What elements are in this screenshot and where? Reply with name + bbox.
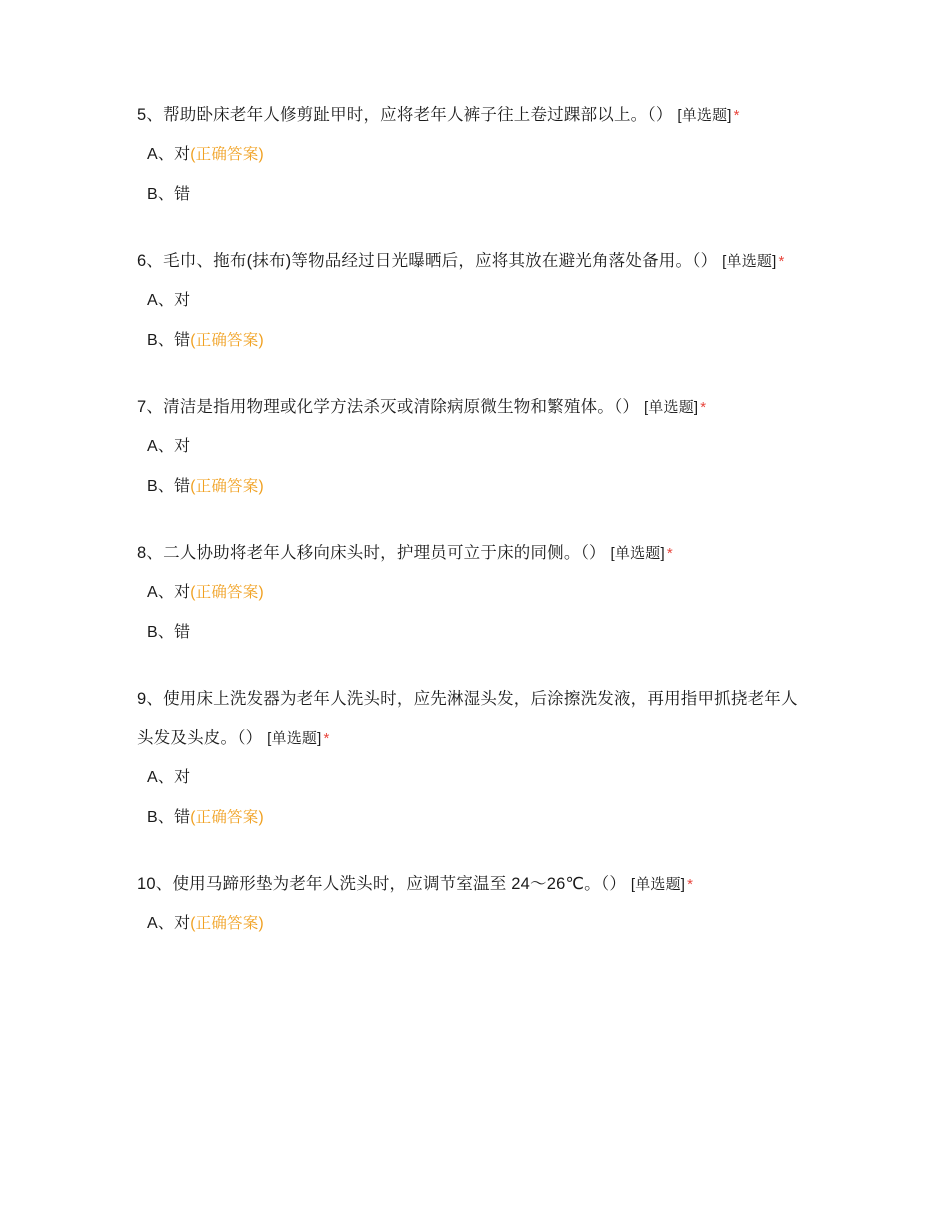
question-stem [137,388,813,427]
question-number: 6、 [137,252,164,270]
correct-answer-tag: (正确答案) [190,584,264,601]
question-text: 清洁是指用物理或化学方法杀灭或清除病原微生物和繁殖体。（） [163,398,640,416]
required-marker: * [666,545,673,562]
correct-answer-tag: (正确答案) [190,478,264,495]
question-text: 帮助卧床老年人修剪趾甲时，应将老年人裤子往上卷过踝部以上。（） [163,106,673,124]
question-stem [137,534,813,573]
option-label: B、错 [147,478,191,495]
question-type-tag: [单选题] [677,107,732,124]
option-a[interactable] [137,135,813,175]
question-text: 二人协助将老年人移向床头时，护理员可立于床的同侧。（） [163,544,606,562]
option-label: A、对 [147,146,191,163]
correct-answer-tag: (正确答案) [190,809,264,826]
option-b[interactable] [137,613,813,653]
question-block [137,96,813,215]
question-text: 使用床上洗发器为老年人洗头时，应先淋湿头发，后涂擦洗发液，再用指甲抓挠老年人 头发及头皮。（） [137,690,798,747]
correct-answer-tag: (正确答案) [190,146,264,163]
option-a[interactable] [137,281,813,321]
question-type-tag: [单选题] [643,399,699,416]
required-marker: * [733,107,740,124]
question-text: 毛巾、拖布(抹布)等物品经过日光曝晒后，应将其放在避光角落处备用。（） [163,252,718,270]
option-b[interactable] [137,175,813,215]
question-stem [137,680,813,758]
question-stem [137,96,813,135]
question-type-tag: [单选题] [610,545,665,562]
question-number: 9、 [137,690,164,708]
question-type-tag: [单选题] [630,876,686,893]
option-a[interactable] [137,573,813,613]
option-a[interactable] [137,427,813,467]
option-label: A、对 [147,292,191,309]
option-b[interactable] [137,321,813,361]
option-label: A、对 [147,915,191,932]
option-label: B、错 [147,809,191,826]
question-block [137,534,813,653]
required-marker: * [700,399,707,416]
question-block [137,865,813,944]
question-block [137,680,813,838]
question-type-tag: [单选题] [267,730,322,747]
option-a[interactable] [137,758,813,798]
correct-answer-tag: (正确答案) [190,915,264,932]
option-a[interactable] [137,904,813,944]
question-number: 7、 [137,398,164,416]
option-label: A、对 [147,769,191,786]
option-label: B、错 [147,332,191,349]
correct-answer-tag: (正确答案) [190,332,264,349]
question-number: 10、 [137,875,173,893]
question-block [137,242,813,361]
question-stem [137,242,813,281]
option-label: A、对 [147,584,191,601]
question-stem [137,865,813,904]
question-block [137,388,813,507]
option-label: A、对 [147,438,191,455]
required-marker: * [687,876,694,893]
option-label: B、错 [147,186,191,203]
question-number: 8、 [137,544,164,562]
required-marker: * [778,253,785,270]
option-label: B、错 [147,624,191,641]
question-number: 5、 [137,106,164,124]
required-marker: * [323,730,330,747]
option-b[interactable] [137,798,813,838]
question-text: 使用马蹄形垫为老年人洗头时，应调节室温至 24～26℃。（） [172,875,627,893]
option-b[interactable] [137,467,813,507]
question-type-tag: [单选题] [722,253,777,270]
